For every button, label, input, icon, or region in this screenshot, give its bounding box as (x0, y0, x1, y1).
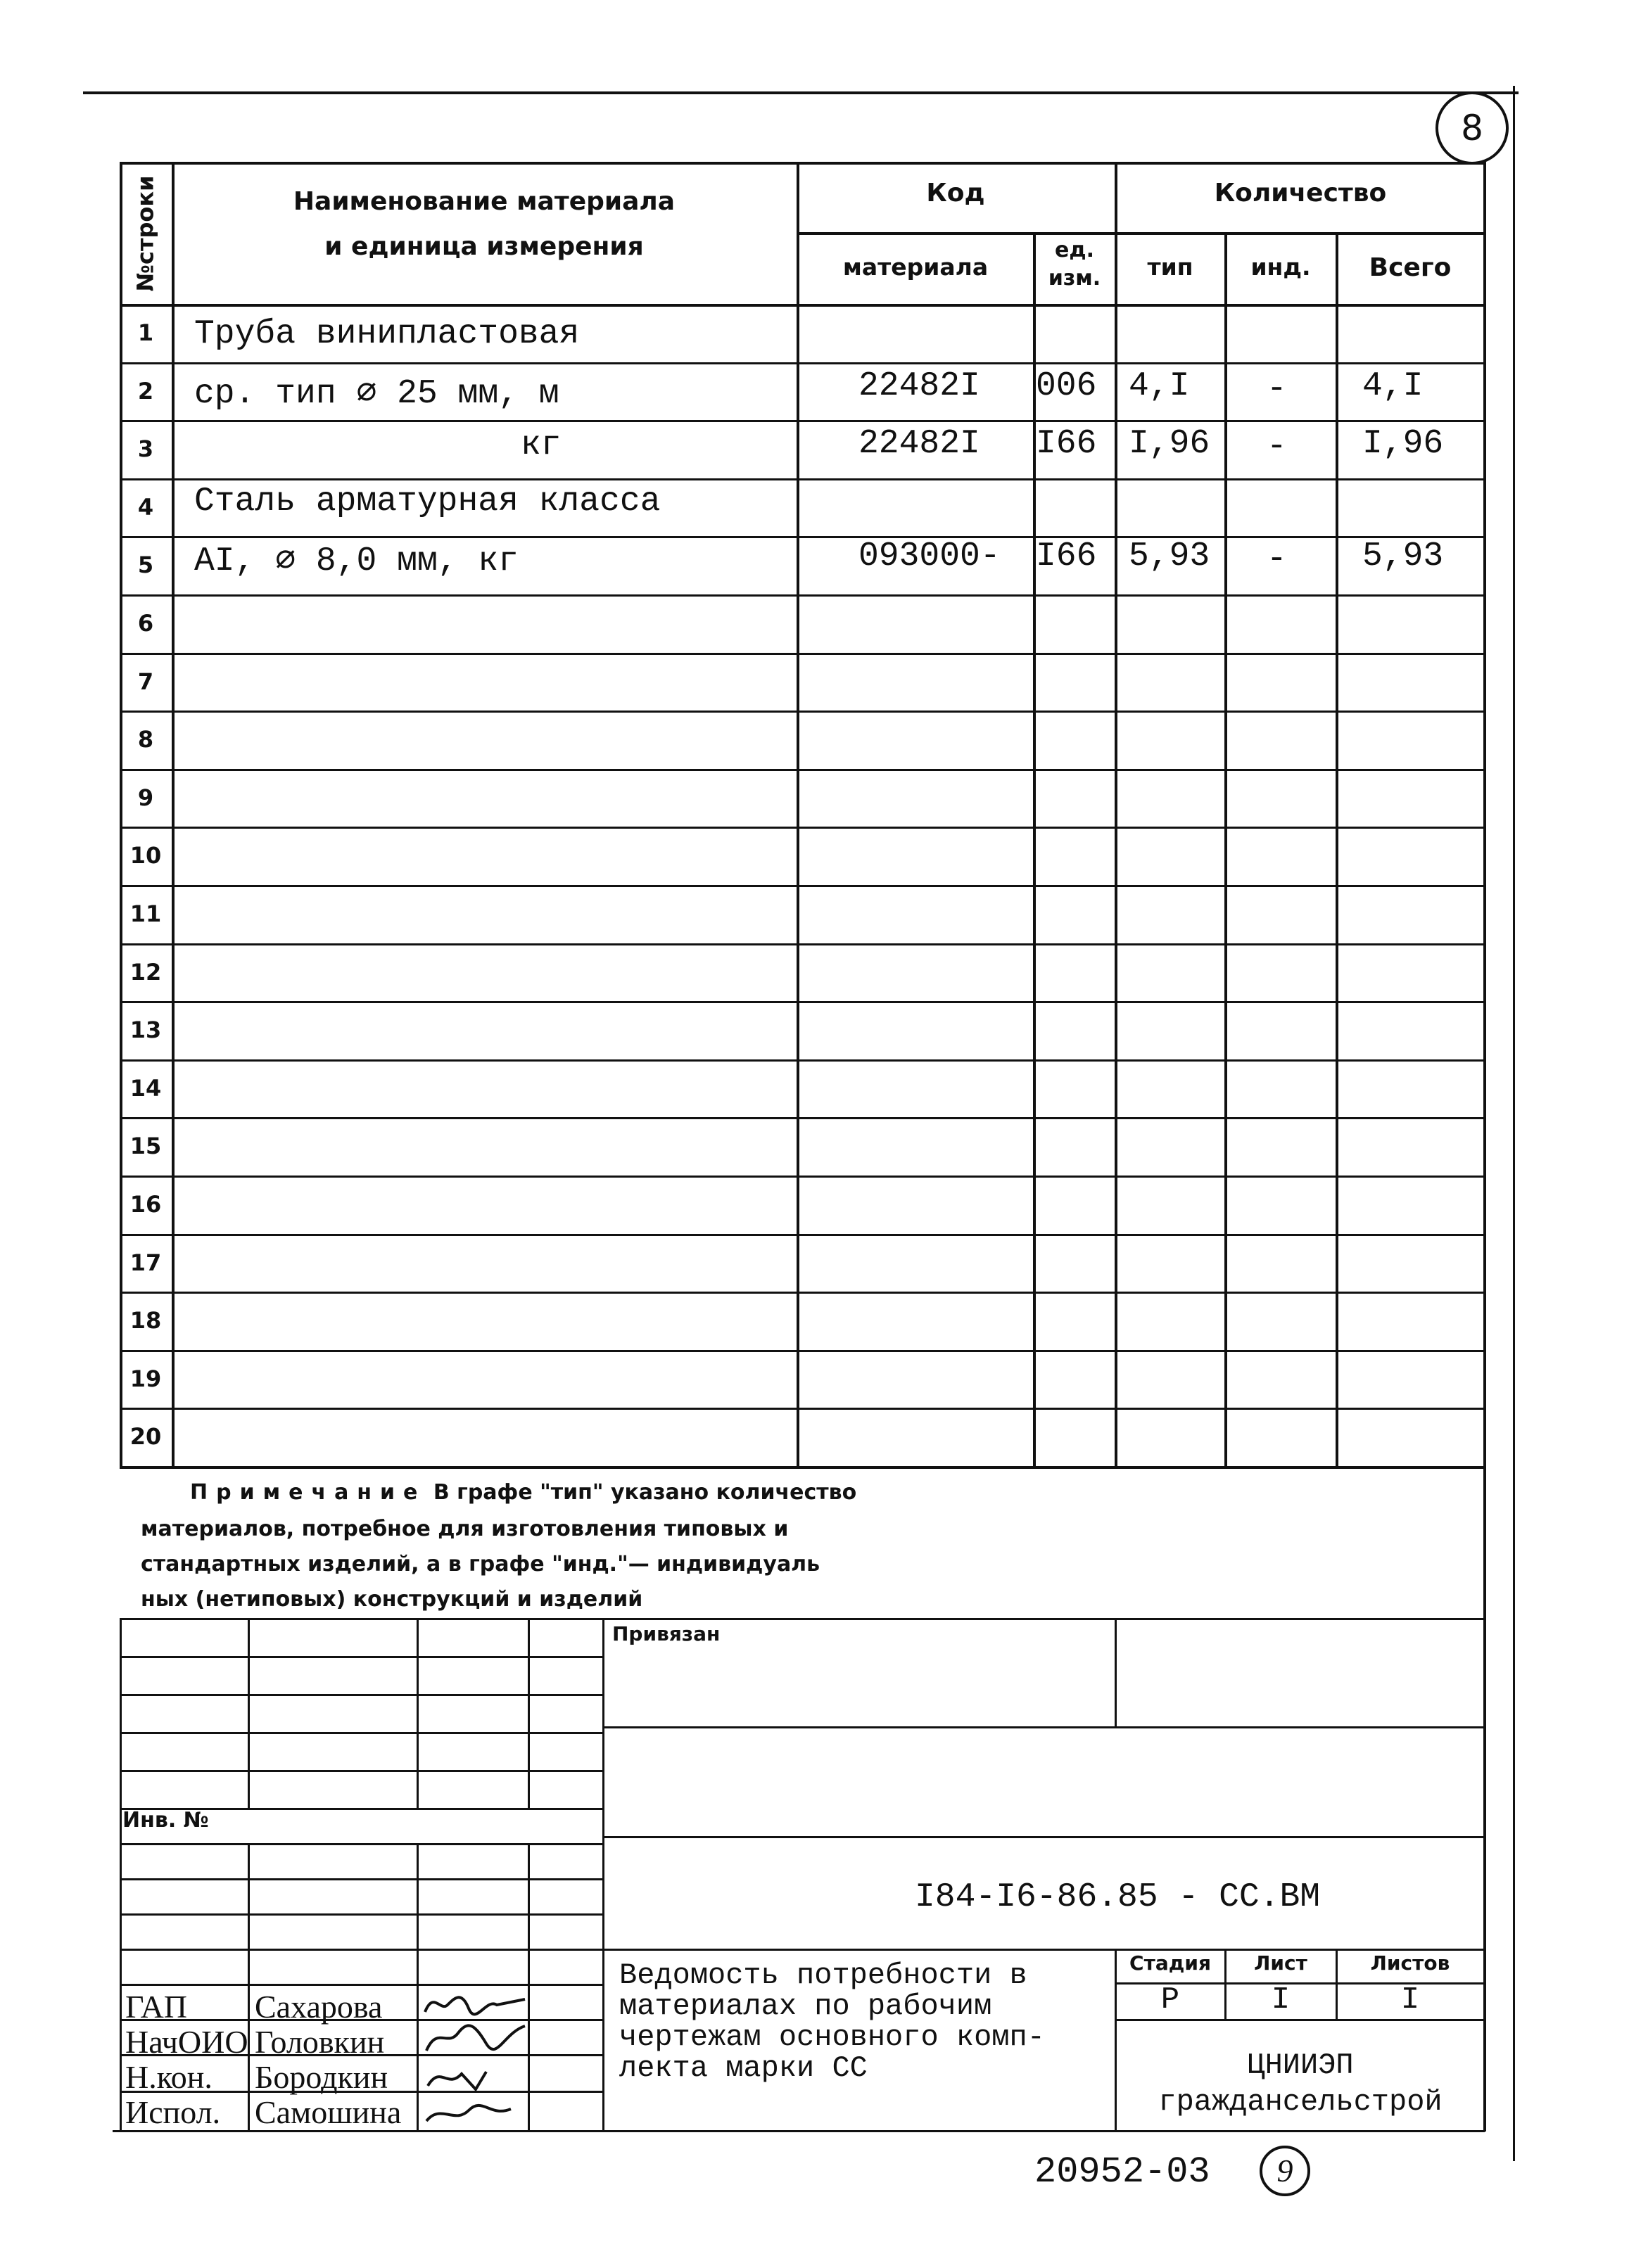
row-divider (120, 1234, 1486, 1236)
stamp-divider (120, 1913, 602, 1916)
row-divider (120, 1001, 1486, 1003)
row-divider (120, 1408, 1486, 1410)
row-3-code: 22482I (858, 425, 980, 463)
top-rule (83, 91, 1519, 94)
row-2-total: 4,I (1362, 367, 1424, 405)
col-sep-rownum (172, 162, 175, 1467)
title-line-2: материалах по рабочим (619, 1989, 992, 2023)
row-number: 14 (129, 1075, 162, 1102)
row-2-ind: - (1267, 370, 1287, 408)
organization-name (1117, 2047, 1483, 2120)
top-right-rule (1513, 86, 1515, 2161)
row-divider (120, 1292, 1486, 1294)
circled-number-value: 9 (1276, 2153, 1293, 2189)
row-divider (120, 362, 1486, 364)
signature-role-2: НачОИО (125, 2024, 248, 2060)
sheet-label: Лист (1254, 1951, 1307, 1975)
sheet-title (619, 1960, 1045, 2084)
row-number: 19 (129, 1365, 162, 1392)
note-line-2: материалов, потребное для изготовления типовых и (141, 1517, 789, 1541)
row-5-typ: 5,93 (1129, 537, 1210, 575)
row-2-code: 22482I (858, 367, 980, 405)
col-sep-unit (1115, 162, 1117, 1467)
row-number: 2 (137, 378, 154, 404)
stage-value: P (1160, 1982, 1180, 2018)
stamp-divider (120, 1770, 602, 1772)
row-number: 20 (129, 1423, 162, 1450)
stamp-divider (120, 1843, 602, 1845)
title-line-1: Ведомость потребности в (619, 1958, 1027, 1992)
stamp-divider (120, 1656, 602, 1658)
row-divider (120, 478, 1486, 480)
sheet-value: I (1271, 1982, 1291, 2018)
row-divider (120, 769, 1486, 771)
row-divider (120, 1059, 1486, 1062)
ind-header: инд. (1250, 253, 1311, 281)
row-1-name: Труба винипластовая (194, 315, 580, 353)
note-line-1-text: В графе "тип" указано количество (426, 1480, 857, 1505)
sheets-value: I (1400, 1982, 1420, 2018)
signature-name-4: Самошина (255, 2094, 402, 2130)
signature-name-1: Сахарова (255, 1989, 383, 2025)
row-number: 16 (129, 1191, 162, 1218)
row-number: 18 (129, 1307, 162, 1334)
stamp-divider (120, 1949, 602, 1951)
stamp-divider (120, 1878, 602, 1880)
signature-name-3: Бородкин (255, 2059, 388, 2095)
row-divider (120, 1117, 1486, 1119)
row-5-name: AI, ∅ 8,0 мм, кг (194, 542, 519, 580)
row-number: 11 (129, 900, 162, 927)
row-4-name: Сталь арматурная класса (194, 483, 661, 521)
document-code: I84-I6-86.85 - CC.BM (915, 1878, 1321, 1916)
col-sep-ind (1336, 232, 1338, 1467)
name-header-line1: Наименование материала (293, 187, 676, 216)
code-header: Код (926, 179, 985, 208)
circled-number (1260, 2146, 1310, 2196)
privyazan-label: Привязан (612, 1622, 721, 1645)
row-divider (120, 536, 1486, 538)
row-divider (120, 1176, 1486, 1178)
row-number: 10 (129, 842, 162, 869)
row-number: 1 (137, 319, 154, 346)
row-number: 9 (137, 784, 154, 811)
row-number-header: №строки (132, 175, 160, 292)
row-number: 7 (137, 668, 154, 695)
row-divider (120, 711, 1486, 713)
page-number: 8 (1461, 108, 1483, 148)
row-5-unit: I66 (1036, 537, 1097, 575)
signature-role-3: Н.кон. (125, 2059, 213, 2095)
quantity-header: Количество (1214, 179, 1387, 208)
stage-label: Стадия (1129, 1951, 1211, 1975)
row-number: 13 (129, 1017, 162, 1043)
handwritten-signatures (419, 1984, 532, 2132)
row-2-typ: 4,I (1129, 367, 1190, 405)
inv-no-label: Инв. № (122, 1808, 209, 1833)
note-title: Примечание (190, 1480, 426, 1505)
title-line-4: лекта марки СС (619, 2051, 868, 2085)
row-divider (120, 653, 1486, 655)
sheets-label: Листов (1370, 1951, 1450, 1975)
row-divider (120, 1350, 1486, 1352)
org-line-1: ЦНИИЭП (1247, 2049, 1354, 2082)
note-line-1 (190, 1480, 856, 1505)
unit-header-line1: ед. (1055, 238, 1094, 262)
row-3-ind: - (1267, 428, 1287, 466)
note-line-3: стандартных изделий, а в графе "инд."— индивидуаль (141, 1552, 820, 1576)
col-sep-typ (1224, 232, 1227, 1467)
title-line-3: чертежам основного комп- (619, 2020, 1045, 2054)
material-code-header: материала (842, 253, 989, 281)
row-5-ind: - (1267, 540, 1287, 578)
total-header: Всего (1369, 253, 1452, 282)
typ-header: тип (1147, 253, 1193, 281)
row-divider (120, 943, 1486, 945)
row-number: 6 (137, 610, 154, 637)
row-2-name: ср. тип ∅ 25 мм, м (194, 375, 559, 413)
row-number: 12 (129, 959, 162, 986)
page-number-badge (1435, 91, 1509, 165)
row-3-unit: I66 (1036, 425, 1097, 463)
signature-role-4: Испол. (125, 2094, 221, 2130)
row-number: 4 (137, 494, 154, 521)
row-number: 17 (129, 1249, 162, 1276)
stamp-divider (120, 1732, 602, 1734)
signature-name-2: Головкин (255, 2024, 385, 2060)
row-3-typ: I,96 (1129, 425, 1210, 463)
name-header-line2: и единица измерения (324, 232, 644, 261)
row-divider (120, 420, 1486, 422)
row-5-code: 093000- (858, 537, 1001, 575)
col-sep-code (1033, 232, 1036, 1467)
row-divider (120, 827, 1486, 829)
row-3-total: I,96 (1362, 425, 1444, 463)
note-line-4: ных (нетиповых) конструкций и изделий (141, 1587, 643, 1612)
row-divider (120, 594, 1486, 597)
row-2-unit: 006 (1036, 367, 1097, 405)
col-sep-name (797, 162, 799, 1467)
unit-header-line2: изм. (1048, 266, 1101, 291)
org-line-2: граждансельстрой (1158, 2085, 1443, 2119)
row-5-total: 5,93 (1362, 537, 1444, 575)
row-3-name: кг (521, 426, 562, 464)
row-divider (120, 885, 1486, 887)
stamp-divider (120, 1694, 602, 1696)
signature-role-1: ГАП (125, 1989, 188, 2025)
row-number: 5 (137, 552, 154, 578)
row-number: 15 (129, 1133, 162, 1159)
row-number: 3 (137, 435, 154, 462)
row-number: 8 (137, 726, 154, 753)
archive-number: 20952-03 (1034, 2151, 1210, 2193)
